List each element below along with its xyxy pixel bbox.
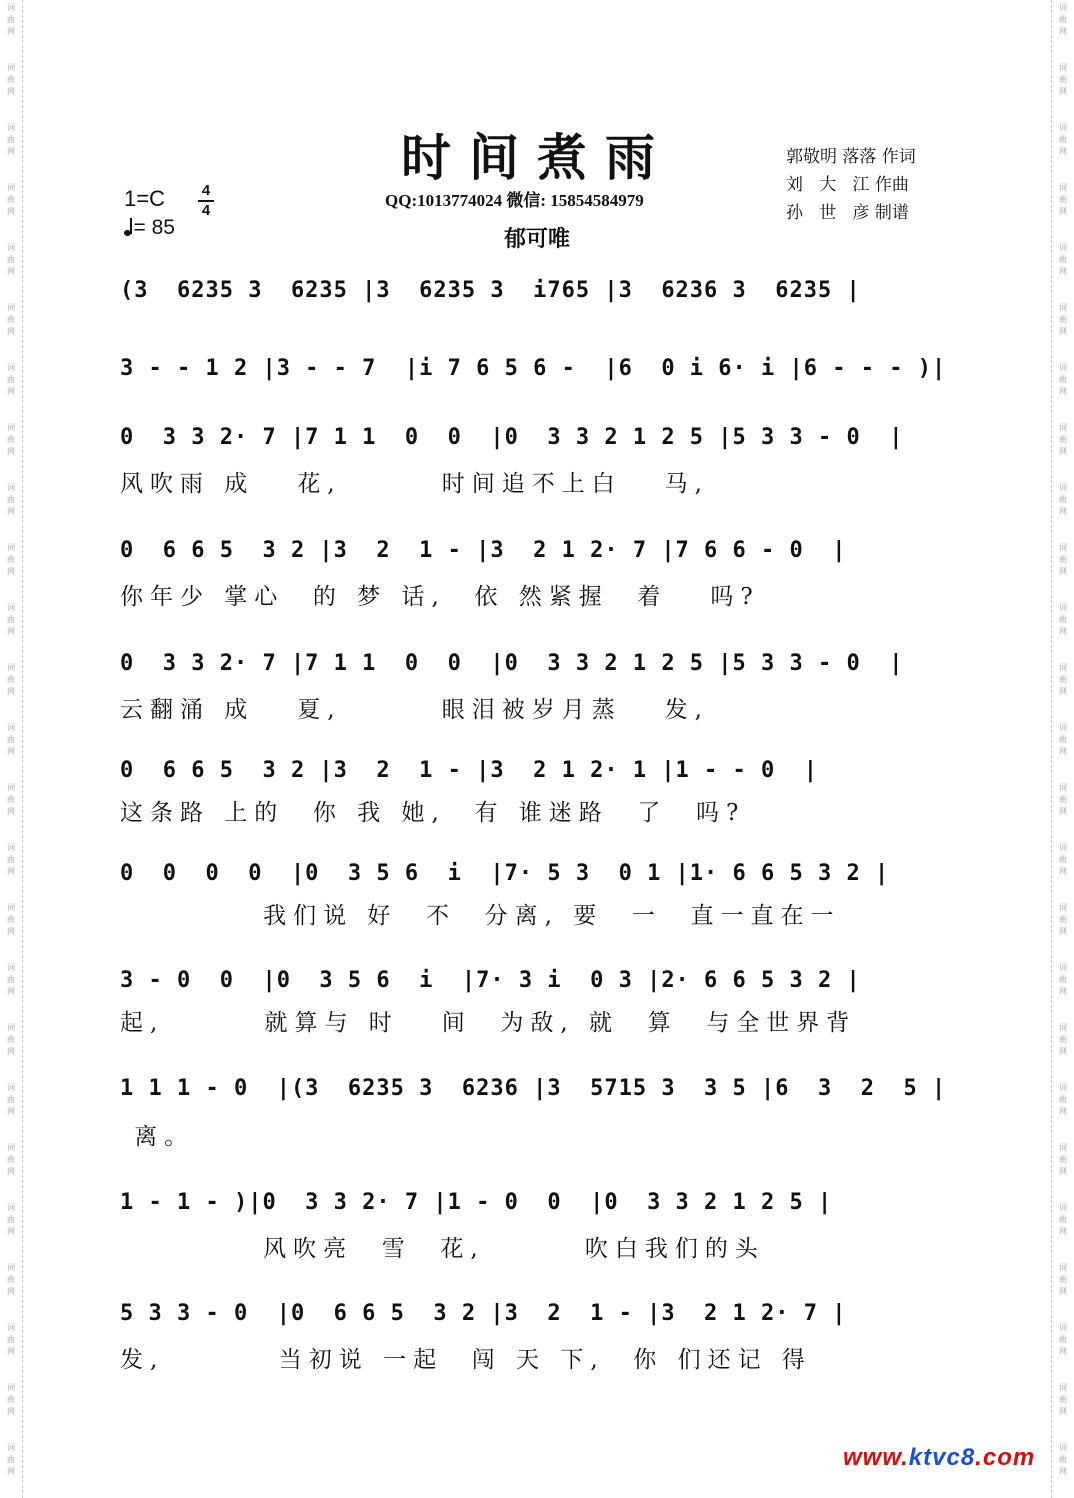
margin-mark: 词 曲 网 xyxy=(1059,1443,1067,1476)
time-signature-top: 4 xyxy=(201,182,211,199)
notation-line: 0 0 0 0 |0 3 5 6 i |7· 5 3 0 1 |1· 6 6 5 3 2 | xyxy=(120,861,890,886)
margin-mark: 词 曲 网 xyxy=(7,1143,15,1176)
margin-mark: 词 曲 网 xyxy=(7,1023,15,1056)
margin-mark: 词 曲 网 xyxy=(7,123,15,156)
margin-mark: 词 曲 网 xyxy=(7,543,15,576)
margin-mark: 词 曲 网 xyxy=(7,243,15,276)
notation-line: 1 - 1 - )|0 3 3 2· 7 |1 - 0 0 |0 3 3 2 1 2 5 | xyxy=(120,1190,833,1215)
margin-mark: 词 曲 网 xyxy=(7,1443,15,1476)
credits-block xyxy=(786,143,916,227)
margin-mark: 词 曲 网 xyxy=(1059,1083,1067,1116)
margin-mark: 词 曲 网 xyxy=(7,363,15,396)
contact-info: QQ:1013774024 微信: 15854584979 xyxy=(385,191,644,210)
notation-line: 5 3 3 - 0 |0 6 6 5 3 2 |3 2 1 - |3 2 1 2· 7 | xyxy=(120,1301,847,1326)
notation-line: 1 1 1 - 0 |(3 6235 3 6236 |3 5715 3 3 5 |6 3 2 5 | xyxy=(120,1076,947,1101)
margin-mark: 词 曲 网 xyxy=(7,1323,15,1356)
margin-mark: 词 曲 网 xyxy=(1059,363,1067,396)
notation-line: 0 6 6 5 3 2 |3 2 1 - |3 2 1 2· 7 |7 6 6 - 0 | xyxy=(120,538,847,563)
margin-mark: 词 曲 网 xyxy=(7,423,15,456)
margin-mark: 词 曲 网 xyxy=(7,1383,15,1416)
key-signature xyxy=(124,182,211,219)
margin-mark: 词 曲 网 xyxy=(1059,903,1067,936)
margin-mark: 词 曲 网 xyxy=(7,183,15,216)
margin-mark: 词 曲 网 xyxy=(1059,3,1067,36)
margin-mark: 词 曲 网 xyxy=(1059,783,1067,816)
margin-mark: 词 曲 网 xyxy=(1059,183,1067,216)
margin-mark: 词 曲 网 xyxy=(7,663,15,696)
margin-mark: 词 曲 网 xyxy=(1059,123,1067,156)
margin-mark: 词 曲 网 xyxy=(1059,663,1067,696)
margin-mark: 词 曲 网 xyxy=(7,603,15,636)
time-signature xyxy=(198,183,214,219)
lyrics-line: 起, 就算与 时 间 为敌, 就 算 与全世界背 xyxy=(120,1010,857,1036)
lyricist-credit: 郭敬明 落落 作词 xyxy=(786,147,916,167)
margin-mark: 词 曲 网 xyxy=(1059,843,1067,876)
notation-line: 0 3 3 2· 7 |7 1 1 0 0 |0 3 3 2 1 2 5 |5 3 3 - 0 | xyxy=(120,425,904,450)
site-watermark xyxy=(843,1444,1035,1472)
composer-credit: 刘 大 江 作曲 xyxy=(786,175,909,195)
margin-mark: 词 曲 网 xyxy=(1059,303,1067,336)
song-title: 时间煮雨 xyxy=(401,128,673,187)
lyrics-line: 发, 当初说 一起 闯 天 下, 你 们还记 得 xyxy=(120,1347,812,1373)
margin-mark: 词 曲 网 xyxy=(7,303,15,336)
key-label: 1=C xyxy=(124,186,165,211)
margin-mark: 词 曲 网 xyxy=(7,1203,15,1236)
margin-mark: 词 曲 网 xyxy=(7,963,15,996)
margin-mark: 词 曲 网 xyxy=(7,1263,15,1296)
notation-line: 3 - - 1 2 |3 - - 7 |i 7 6 5 6 - |6 0 i 6· i |6 - - - )| xyxy=(120,356,947,381)
margin-mark: 词 曲 网 xyxy=(7,783,15,816)
margin-mark: 词 曲 网 xyxy=(1059,423,1067,456)
lyrics-line: 风吹雨 成 花, 时间追不上白 马, xyxy=(120,471,709,497)
time-signature-bottom: 4 xyxy=(201,202,211,219)
margin-mark: 词 曲 网 xyxy=(7,3,15,36)
lyrics-line: 我们说 好 不 分离, 要 一 直一直在一 xyxy=(120,903,841,929)
margin-mark: 词 曲 网 xyxy=(1059,483,1067,516)
margin-mark: 词 曲 网 xyxy=(7,483,15,516)
tempo-marking xyxy=(124,216,175,240)
lyrics-line: 风吹亮 雪 花, 吹白我们的头 xyxy=(120,1236,765,1262)
notation-line: 3 - 0 0 |0 3 5 6 i |7· 3 i 0 3 |2· 6 6 5 3 2 | xyxy=(120,968,861,993)
margin-mark: 词 曲 网 xyxy=(1059,243,1067,276)
watermark-prefix: www. xyxy=(843,1444,909,1471)
margin-mark: 词 曲 网 xyxy=(1059,63,1067,96)
margin-mark: 词 曲 网 xyxy=(7,843,15,876)
margin-mark: 词 曲 网 xyxy=(7,723,15,756)
lyrics-line: 离。 xyxy=(120,1124,195,1150)
margin-mark: 词 曲 网 xyxy=(1059,603,1067,636)
margin-mark: 词 曲 网 xyxy=(1059,543,1067,576)
tempo-value: = 85 xyxy=(133,216,175,239)
notation-line: 0 3 3 2· 7 |7 1 1 0 0 |0 3 3 2 1 2 5 |5 3 3 - 0 | xyxy=(120,651,904,676)
margin-mark: 词 曲 网 xyxy=(1059,1263,1067,1296)
watermark-mid: ktvc8 xyxy=(908,1444,976,1471)
lyrics-line: 你年少 掌心 的 梦 话, 依 然紧握 着 吗? xyxy=(120,584,760,610)
margin-mark: 词 曲 网 xyxy=(7,1083,15,1116)
margin-mark: 词 曲 网 xyxy=(1059,1143,1067,1176)
lyrics-line: 云翻涌 成 夏, 眼泪被岁月蒸 发, xyxy=(120,697,709,723)
notation-line: 0 6 6 5 3 2 |3 2 1 - |3 2 1 2· 1 |1 - - 0 | xyxy=(120,758,819,783)
margin-mark: 词 曲 网 xyxy=(1059,723,1067,756)
notation-line: (3 6235 3 6235 |3 6235 3 i765 |3 6236 3 6235 | xyxy=(120,278,861,303)
singer-name: 郁可唯 xyxy=(503,226,570,252)
transcriber-credit: 孙 世 彦 制谱 xyxy=(786,203,909,223)
margin-mark: 词 曲 网 xyxy=(7,903,15,936)
margin-mark: 词 曲 网 xyxy=(1059,1323,1067,1356)
margin-mark: 词 曲 网 xyxy=(1059,1023,1067,1056)
margin-mark: 词 曲 网 xyxy=(1059,963,1067,996)
watermark-suffix: .com xyxy=(975,1444,1036,1471)
lyrics-line: 这条路 上的 你 我 她, 有 谁迷路 了 吗? xyxy=(120,800,746,826)
margin-mark: 词 曲 网 xyxy=(1059,1383,1067,1416)
margin-mark: 词 曲 网 xyxy=(7,63,15,96)
margin-mark: 词 曲 网 xyxy=(1059,1203,1067,1236)
